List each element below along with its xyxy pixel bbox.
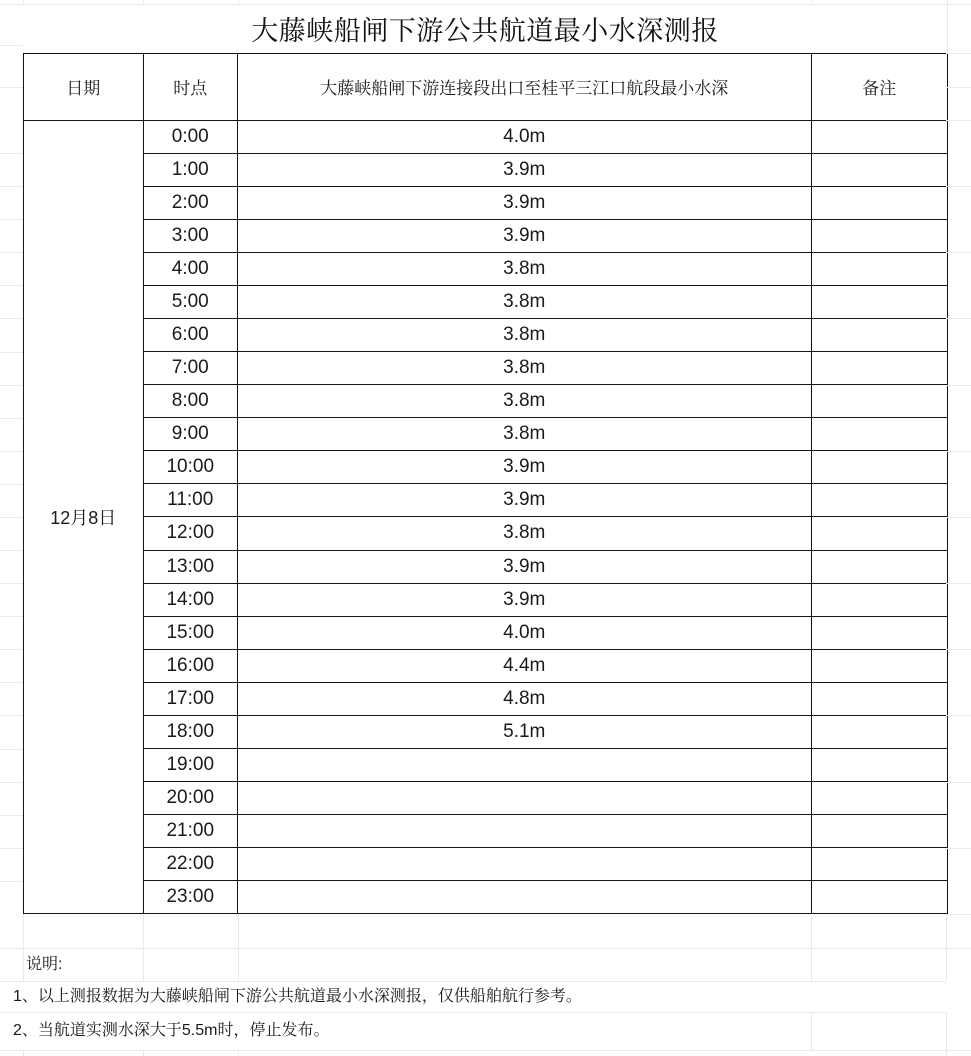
time-cell[interactable]: 16:00	[144, 650, 239, 683]
remark-cell[interactable]	[812, 187, 949, 220]
gridline	[811, 914, 812, 981]
gridline	[0, 219, 23, 220]
depth-cell[interactable]: 4.4m	[238, 650, 812, 683]
time-cell[interactable]: 7:00	[144, 352, 239, 385]
gridline	[946, 451, 971, 452]
time-cell[interactable]: 8:00	[144, 385, 239, 418]
gridline	[0, 550, 23, 551]
depth-cell[interactable]: 3.9m	[238, 187, 812, 220]
time-cell[interactable]: 5:00	[144, 286, 239, 319]
column-header-remark[interactable]: 备注	[812, 54, 949, 121]
remark-cell[interactable]	[812, 286, 949, 319]
depth-cell[interactable]: 3.8m	[238, 319, 812, 352]
depth-report-table	[23, 53, 947, 914]
gridline	[0, 715, 23, 716]
remark-cell[interactable]	[812, 451, 949, 484]
gridline	[946, 53, 971, 54]
remark-cell[interactable]	[812, 385, 949, 418]
gridline	[0, 318, 23, 319]
depth-cell[interactable]: 3.9m	[238, 451, 812, 484]
gridline	[946, 318, 971, 319]
gridline	[0, 981, 946, 982]
depth-cell[interactable]: 3.9m	[238, 484, 812, 517]
time-cell[interactable]: 6:00	[144, 319, 239, 352]
gridline	[946, 1012, 947, 1056]
gridline	[143, 914, 144, 981]
gridline	[946, 914, 947, 981]
gridline	[811, 0, 812, 4]
depth-cell[interactable]: 4.0m	[238, 617, 812, 650]
time-cell[interactable]: 10:00	[144, 451, 239, 484]
gridline	[238, 914, 239, 981]
time-cell[interactable]: 11:00	[144, 484, 239, 517]
remark-cell[interactable]	[812, 517, 949, 550]
remark-cell[interactable]	[812, 584, 949, 617]
remark-cell[interactable]	[812, 848, 949, 881]
depth-cell[interactable]: 3.8m	[238, 286, 812, 319]
time-cell[interactable]: 9:00	[144, 418, 239, 451]
gridline	[23, 1050, 24, 1056]
depth-cell[interactable]: 5.1m	[238, 716, 812, 749]
gridline	[0, 517, 23, 518]
depth-cell[interactable]: 3.9m	[238, 584, 812, 617]
note-item-1[interactable]: 1、以上测报数据为大藤峡船闸下游公共航道最小水深测报，仅供船舶航行参考。	[13, 988, 582, 1005]
gridline	[947, 0, 948, 53]
remark-cell[interactable]	[812, 881, 949, 914]
gridline	[0, 1050, 971, 1051]
depth-cell[interactable]: 3.8m	[238, 517, 812, 550]
time-cell[interactable]: 1:00	[144, 154, 239, 187]
depth-cell[interactable]: 4.8m	[238, 683, 812, 716]
gridline	[946, 782, 971, 783]
depth-cell[interactable]	[238, 782, 812, 815]
gridline	[0, 186, 23, 187]
remark-cell[interactable]	[812, 121, 949, 154]
remark-cell[interactable]	[812, 716, 949, 749]
time-cell[interactable]: 19:00	[144, 749, 239, 782]
time-cell[interactable]: 20:00	[144, 782, 239, 815]
gridline	[0, 352, 23, 353]
depth-cell[interactable]: 3.8m	[238, 352, 812, 385]
gridline	[238, 1050, 239, 1056]
gridline	[811, 1012, 812, 1050]
gridline	[143, 1050, 144, 1056]
time-cell[interactable]: 15:00	[144, 617, 239, 650]
gridline	[946, 914, 971, 915]
gridline	[238, 0, 239, 4]
gridline	[946, 186, 971, 187]
depth-cell[interactable]	[238, 815, 812, 848]
gridline	[0, 385, 23, 386]
gridline	[0, 252, 23, 253]
gridline	[946, 583, 971, 584]
date-cell[interactable]: 12月8日	[24, 121, 144, 915]
gridline	[0, 682, 23, 683]
remark-cell[interactable]	[812, 749, 949, 782]
depth-cell[interactable]	[238, 848, 812, 881]
remark-cell[interactable]	[812, 551, 949, 584]
gridline	[23, 0, 24, 4]
depth-cell[interactable]: 3.9m	[238, 220, 812, 253]
gridline	[946, 517, 971, 518]
gridline	[0, 815, 23, 816]
remark-cell[interactable]	[812, 319, 949, 352]
gridline	[946, 385, 971, 386]
time-cell[interactable]: 23:00	[144, 881, 239, 914]
depth-cell[interactable]: 3.9m	[238, 551, 812, 584]
column-header-time[interactable]: 时点	[144, 54, 239, 121]
time-cell[interactable]: 13:00	[144, 551, 239, 584]
gridline	[0, 451, 23, 452]
time-cell[interactable]: 17:00	[144, 683, 239, 716]
depth-cell[interactable]: 3.9m	[238, 154, 812, 187]
gridline	[946, 848, 971, 849]
depth-cell[interactable]	[238, 749, 812, 782]
gridline	[0, 749, 23, 750]
gridline	[0, 4, 971, 5]
note-item-2[interactable]: 2、当航道实测水深大于5.5m时，停止发布。	[13, 1022, 330, 1039]
gridline	[143, 0, 144, 4]
column-header-date[interactable]: 日期	[24, 54, 144, 121]
remark-cell[interactable]	[812, 782, 949, 815]
gridline	[0, 649, 23, 650]
gridline	[0, 285, 23, 286]
gridline	[0, 616, 23, 617]
gridline	[0, 153, 23, 154]
time-cell[interactable]: 18:00	[144, 716, 239, 749]
remark-cell[interactable]	[812, 484, 949, 517]
remark-cell[interactable]	[812, 418, 949, 451]
time-cell[interactable]: 14:00	[144, 584, 239, 617]
depth-cell[interactable]: 3.8m	[238, 385, 812, 418]
remark-cell[interactable]	[812, 683, 949, 716]
gridline	[0, 881, 23, 882]
remark-cell[interactable]	[812, 220, 949, 253]
remark-cell[interactable]	[812, 253, 949, 286]
time-cell[interactable]: 21:00	[144, 815, 239, 848]
gridline	[0, 418, 23, 419]
time-cell[interactable]: 22:00	[144, 848, 239, 881]
gridline	[23, 914, 24, 981]
gridline	[0, 948, 971, 949]
gridline	[0, 782, 23, 783]
depth-cell[interactable]: 3.8m	[238, 253, 812, 286]
gridline	[946, 649, 971, 650]
time-cell[interactable]: 3:00	[144, 220, 239, 253]
gridline	[0, 848, 23, 849]
time-cell[interactable]: 12:00	[144, 517, 239, 550]
gridline	[946, 715, 971, 716]
remark-cell[interactable]	[812, 352, 949, 385]
gridline	[0, 45, 23, 46]
gridline	[946, 120, 971, 121]
gridline	[0, 1012, 946, 1013]
remark-cell[interactable]	[812, 154, 949, 187]
sheet-title: 大藤峡船闸下游公共航道最小水深测报	[251, 16, 719, 46]
gridline	[946, 252, 971, 253]
remark-cell[interactable]	[812, 815, 949, 848]
gridline	[946, 87, 971, 88]
depth-cell[interactable]: 4.0m	[238, 121, 812, 154]
notes-heading[interactable]: 说明:	[26, 956, 63, 973]
gridline	[0, 583, 23, 584]
remark-cell[interactable]	[812, 650, 949, 683]
gridline	[0, 87, 23, 88]
depth-cell[interactable]: 3.8m	[238, 418, 812, 451]
depth-cell[interactable]	[238, 881, 812, 914]
gridline	[0, 484, 23, 485]
time-cell[interactable]: 0:00	[144, 121, 239, 154]
time-cell[interactable]: 4:00	[144, 253, 239, 286]
column-header-depth[interactable]: 大藤峡船闸下游连接段出口至桂平三江口航段最小水深	[238, 54, 812, 121]
remark-cell[interactable]	[812, 617, 949, 650]
time-cell[interactable]: 2:00	[144, 187, 239, 220]
